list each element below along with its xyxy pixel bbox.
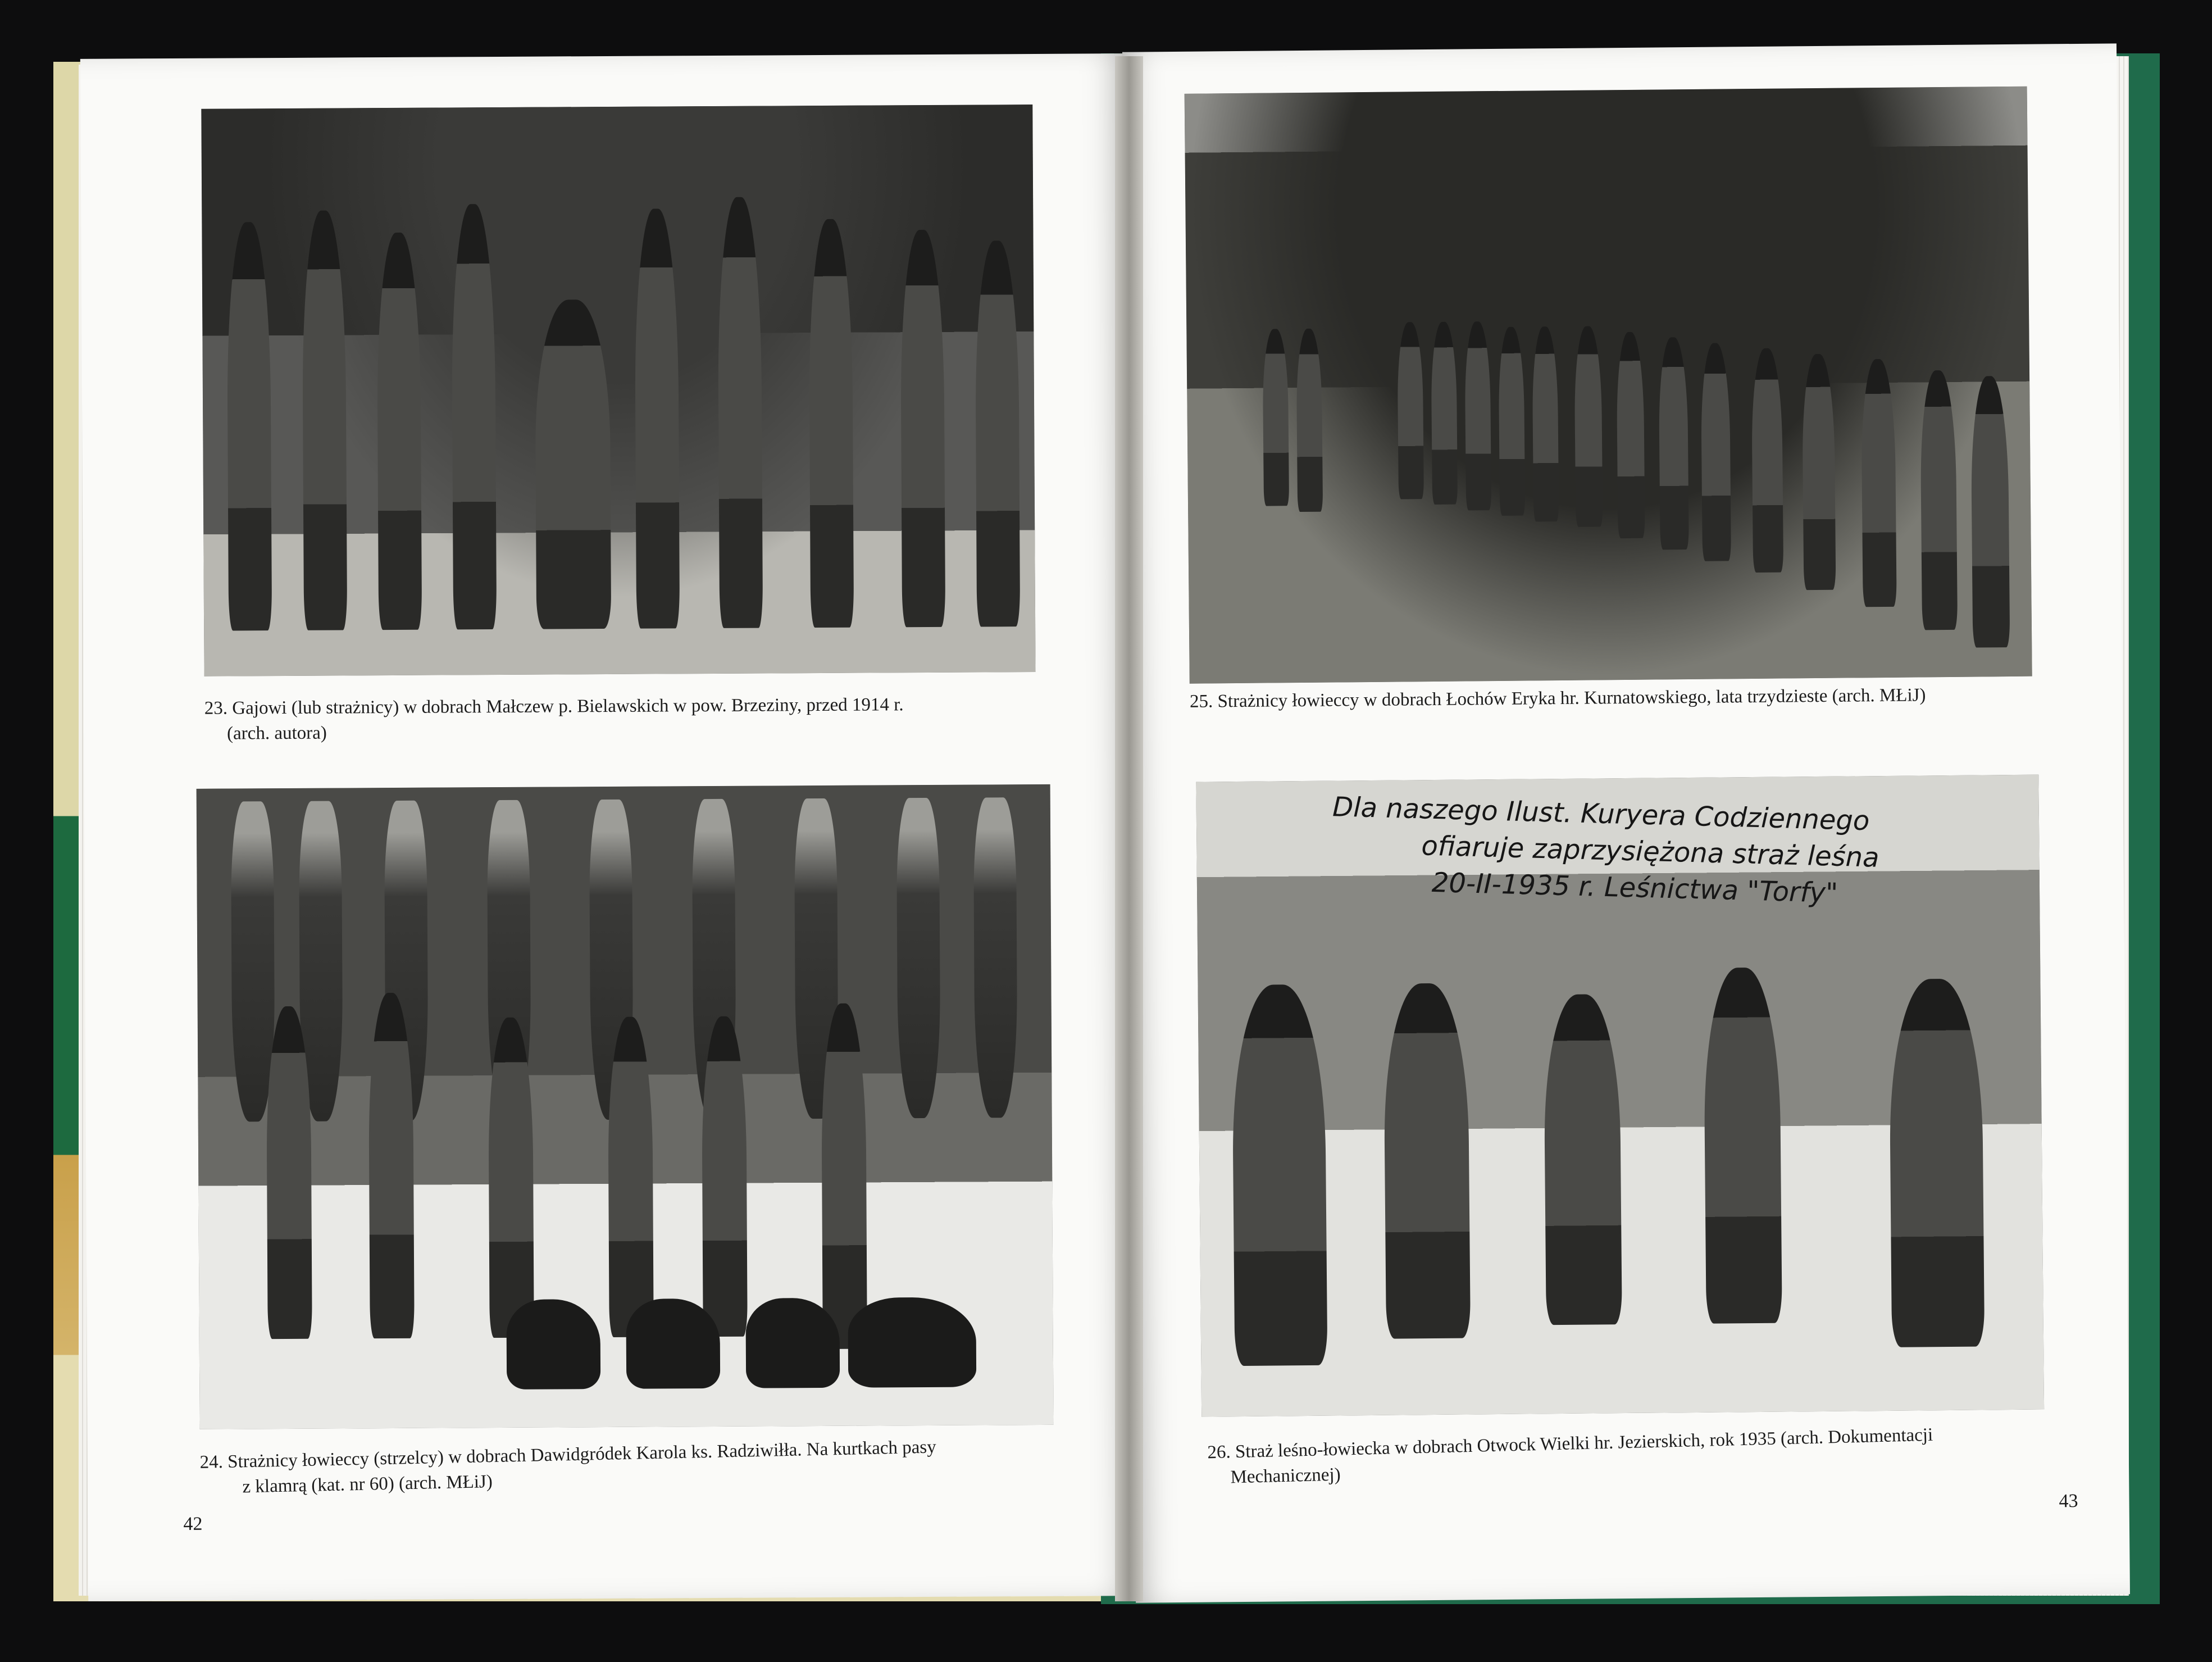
photo-24-dog	[745, 1298, 840, 1388]
page-number-left: 42	[183, 1513, 203, 1534]
page-number-right: 43	[2059, 1491, 2078, 1512]
caption-23-line-1: 23. Gajowi (lub strażnicy) w dobrach Małczew p. Bielawskich w pow. Brzeziny, przed 1914 r.	[204, 694, 904, 719]
photo-24-dog	[507, 1299, 601, 1389]
photo-26-person	[1231, 984, 1327, 1365]
photo-23-person	[535, 299, 611, 629]
caption-25-line-1: 25. Strażnicy łowieccy w dobrach Łochów Eryka hr. Kurnatowskiego, lata trzydzieste (arch. MŁiJ)	[1189, 685, 1926, 712]
photo-26-person	[1703, 968, 1782, 1324]
photo-25-guards-in-line	[1185, 87, 2032, 684]
photo-23-person	[975, 241, 1021, 627]
photo-24-person	[702, 1016, 748, 1337]
caption-26-line-2: Mechanicznej)	[1230, 1464, 1341, 1487]
photo-23-gamekeepers	[201, 105, 1035, 676]
inscription-line-2: ofiaruje zaprzysiężona straż leśna	[1421, 830, 1880, 874]
caption-26-line-1: 26. Straż leśno-łowiecka w dobrach Otwock Wielki hr. Jezierskich, rok 1935 (arch. Dokumentacji	[1207, 1424, 1933, 1463]
photo-24-hunters-with-dogs	[197, 784, 1054, 1429]
left-page	[80, 53, 1133, 1601]
inscription-line-1: Dla naszego Ilust. Kuryera Codziennego	[1332, 791, 1870, 837]
photo-26-handwritten-inscription	[1263, 787, 2024, 916]
book-spine	[1115, 56, 1143, 1601]
photo-24-hanging-game	[231, 801, 275, 1121]
caption-24	[199, 1432, 1066, 1500]
caption-24-line-2: z klamrą (kat. nr 60) (arch. MŁiJ)	[242, 1471, 493, 1497]
caption-25	[1190, 682, 2043, 715]
photo-24-dog	[848, 1297, 977, 1388]
photo-24-person	[607, 1017, 653, 1337]
photo-23-person	[717, 197, 763, 628]
caption-23	[204, 692, 1036, 746]
photo-24-hanging-game	[896, 798, 941, 1118]
right-page	[1122, 43, 2130, 1602]
photo-26-person	[1383, 983, 1471, 1339]
caption-24-line-1: 24. Strażnicy łowieccy (strzelcy) w dobrach Dawidgródek Karola ks. Radziwiłła. Na kurtkach pasy	[199, 1437, 937, 1473]
photo-24-person	[821, 1003, 867, 1349]
caption-26	[1207, 1420, 2051, 1491]
photo-23-person	[451, 204, 497, 630]
photo-26-forest-guards	[1196, 775, 2044, 1417]
photo-23-person	[376, 233, 422, 630]
photo-24-person	[266, 1006, 312, 1339]
inscription-line-3: 20-II-1935 r. Leśnictwa "Torfy"	[1431, 866, 1838, 909]
photo-24-hanging-game	[973, 797, 1018, 1118]
photo-24-person	[488, 1018, 534, 1338]
photo-26-person	[1888, 978, 1985, 1347]
photo-23-person	[900, 230, 946, 627]
photo-26-person	[1544, 994, 1622, 1325]
photo-23-person	[634, 208, 680, 629]
photo-24-dog	[626, 1298, 720, 1388]
caption-23-line-2: (arch. autora)	[227, 723, 327, 744]
photo-23-person	[302, 210, 347, 630]
photo-24-person	[368, 993, 415, 1339]
